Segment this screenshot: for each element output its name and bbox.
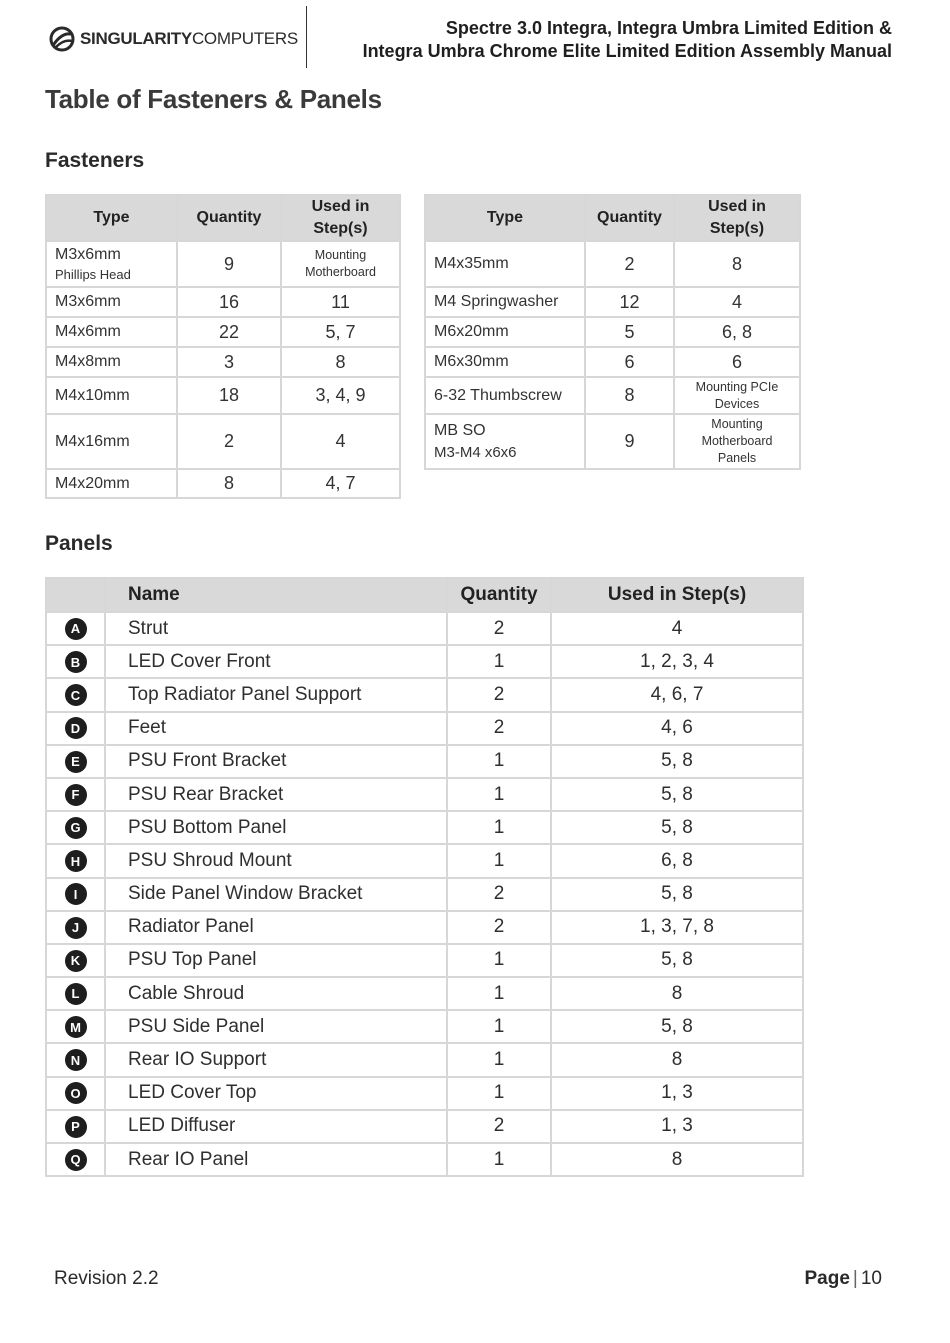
fastener-steps: 11 <box>281 287 400 317</box>
table-row <box>46 1143 803 1176</box>
panel-steps: 4 <box>551 612 803 645</box>
table-row <box>46 377 400 414</box>
page-number-value: 10 <box>860 1268 882 1289</box>
fastener-quantity: 6 <box>585 347 674 377</box>
panel-name: Rear IO Panel <box>105 1143 447 1176</box>
panel-letter-cell <box>46 1010 105 1043</box>
panel-letter-cell <box>46 612 105 645</box>
fastener-type: M4x16mm <box>46 414 177 469</box>
table-row <box>425 347 800 377</box>
fastener-steps: 6, 8 <box>674 317 800 347</box>
fastener-steps-line2: Motherboard <box>305 265 376 279</box>
table-row <box>425 287 800 317</box>
table-row <box>46 712 803 745</box>
panel-letter-cell <box>46 1077 105 1110</box>
fastener-type-main: M3x6mm <box>55 246 121 263</box>
panel-letter-badge-icon: G <box>65 817 87 839</box>
header-divider <box>306 6 307 68</box>
fastener-type: M6x20mm <box>425 317 585 347</box>
panel-name: PSU Top Panel <box>105 944 447 977</box>
panel-steps: 5, 8 <box>551 745 803 778</box>
panel-name: Top Radiator Panel Support <box>105 678 447 711</box>
panel-letter-cell <box>46 1110 105 1143</box>
panel-letter-cell <box>46 811 105 844</box>
panel-name: Rear IO Support <box>105 1043 447 1076</box>
page-title: Table of Fasteners & Panels <box>45 84 382 114</box>
panel-letter-cell <box>46 778 105 811</box>
fastener-quantity: 2 <box>177 414 281 469</box>
fastener-steps: 6 <box>674 347 800 377</box>
fastener-steps: 5, 7 <box>281 317 400 347</box>
table-row <box>46 287 400 317</box>
table-row <box>46 1077 803 1110</box>
table-row <box>46 1110 803 1143</box>
fastener-type <box>425 414 585 469</box>
panel-name: PSU Bottom Panel <box>105 811 447 844</box>
panel-steps: 1, 3, 7, 8 <box>551 911 803 944</box>
logo-wordmark-bold: SINGULARITY <box>80 29 192 48</box>
column-header-steps-line1: Used in <box>708 198 766 215</box>
fastener-quantity: 8 <box>177 469 281 498</box>
fastener-steps: 4 <box>674 287 800 317</box>
panel-name: PSU Side Panel <box>105 1010 447 1043</box>
panel-steps: 8 <box>551 977 803 1010</box>
panel-steps: 8 <box>551 1143 803 1176</box>
panel-letter-cell <box>46 1143 105 1176</box>
fastener-steps-line1: Mounting PCIe <box>695 379 779 394</box>
document-title-line2: Integra Umbra Chrome Elite Limited Edition Assembly Manual <box>362 41 892 61</box>
table-row <box>46 241 400 287</box>
panel-letter-badge-icon: C <box>65 684 87 706</box>
table-row <box>46 1010 803 1043</box>
panel-quantity: 1 <box>447 778 551 811</box>
fastener-steps: 8 <box>281 347 400 377</box>
table-row <box>46 778 803 811</box>
panel-quantity: 1 <box>447 977 551 1010</box>
table-row <box>46 645 803 678</box>
fastener-steps-line1: Mounting <box>711 417 763 431</box>
logo-wordmark <box>80 29 298 49</box>
panel-letter-cell <box>46 911 105 944</box>
logo-wordmark-light: COMPUTERS <box>191 29 298 48</box>
column-header-steps-line1: Used in <box>311 198 370 215</box>
panel-letter-badge-icon: B <box>65 651 87 673</box>
panel-steps: 5, 8 <box>551 811 803 844</box>
panels-table-body <box>46 612 803 1176</box>
fastener-type: M4x6mm <box>46 317 177 347</box>
panel-quantity: 1 <box>447 1143 551 1176</box>
fastener-quantity: 5 <box>585 317 674 347</box>
panel-letter-badge-icon: E <box>65 751 87 773</box>
fastener-quantity: 8 <box>585 377 674 414</box>
panel-quantity: 2 <box>447 678 551 711</box>
panel-name: PSU Rear Bracket <box>105 778 447 811</box>
fastener-steps-line1: Mounting <box>314 248 367 262</box>
panel-letter-badge-icon: F <box>65 784 87 806</box>
page-number <box>805 1268 883 1290</box>
fastener-quantity: 22 <box>177 317 281 347</box>
fastener-type-line1: MB SO <box>434 421 486 439</box>
fastener-type: M4x8mm <box>46 347 177 377</box>
panel-quantity: 1 <box>447 1010 551 1043</box>
page-label: Page <box>804 1268 850 1289</box>
table-row <box>46 977 803 1010</box>
fastener-type: M4x10mm <box>46 377 177 414</box>
panel-letter-badge-icon: L <box>65 983 87 1005</box>
panel-letter-badge-icon: N <box>65 1049 87 1071</box>
column-header-steps: Used in Step(s) <box>551 578 803 612</box>
table-row <box>46 944 803 977</box>
panel-letter-badge-icon: A <box>65 618 87 640</box>
fasteners-table-right <box>424 194 801 470</box>
column-header-quantity: Quantity <box>585 195 674 241</box>
panel-letter-badge-icon: J <box>65 917 87 939</box>
panel-name: Strut <box>105 612 447 645</box>
table-row <box>425 317 800 347</box>
column-header-steps-line2: Step(s) <box>313 220 368 237</box>
panel-name: LED Diffuser <box>105 1110 447 1143</box>
panel-steps: 8 <box>551 1043 803 1076</box>
document-title-line1: Spectre 3.0 Integra, Integra Umbra Limited Edition & <box>445 18 892 38</box>
panel-quantity: 2 <box>447 1110 551 1143</box>
table-row <box>425 414 800 469</box>
panel-quantity: 1 <box>447 811 551 844</box>
fastener-steps-line2: Motherboard <box>701 434 773 448</box>
fastener-quantity: 12 <box>585 287 674 317</box>
column-header-type: Type <box>46 195 177 241</box>
panel-letter-badge-icon: Q <box>65 1149 87 1171</box>
column-header-steps <box>674 195 800 241</box>
fastener-steps: 8 <box>674 241 800 287</box>
fastener-quantity: 2 <box>585 241 674 287</box>
fastener-type: M4x20mm <box>46 469 177 498</box>
panel-letter-badge-icon: D <box>65 717 87 739</box>
panel-steps: 5, 8 <box>551 878 803 911</box>
fastener-quantity: 3 <box>177 347 281 377</box>
panel-letter-badge-icon: O <box>65 1082 87 1104</box>
panel-steps: 1, 3 <box>551 1077 803 1110</box>
column-header-quantity: Quantity <box>447 578 551 612</box>
panel-steps: 6, 8 <box>551 844 803 877</box>
panel-letter-cell <box>46 977 105 1010</box>
panel-letter-cell <box>46 645 105 678</box>
panel-name: Feet <box>105 712 447 745</box>
panel-name: Cable Shroud <box>105 977 447 1010</box>
fastener-steps <box>674 414 800 469</box>
singularity-logo-icon <box>48 25 76 53</box>
table-row <box>46 414 400 469</box>
column-header-name: Name <box>105 578 447 612</box>
panel-steps: 5, 8 <box>551 1010 803 1043</box>
table-row <box>425 241 800 287</box>
fastener-steps <box>281 241 400 287</box>
panel-steps: 4, 6, 7 <box>551 678 803 711</box>
panel-quantity: 1 <box>447 844 551 877</box>
panel-quantity: 1 <box>447 645 551 678</box>
fastener-quantity: 16 <box>177 287 281 317</box>
panel-name: Side Panel Window Bracket <box>105 878 447 911</box>
panel-letter-cell <box>46 1043 105 1076</box>
panel-name: LED Cover Front <box>105 645 447 678</box>
panel-letter-cell <box>46 944 105 977</box>
page-separator: | <box>852 1268 858 1289</box>
company-logo <box>48 22 298 56</box>
panel-letter-badge-icon: I <box>65 883 87 905</box>
fastener-steps: 4 <box>281 414 400 469</box>
column-header-letter <box>46 578 105 612</box>
panel-letter-badge-icon: P <box>65 1116 87 1138</box>
panel-quantity: 2 <box>447 878 551 911</box>
panel-letter-cell <box>46 678 105 711</box>
table-row <box>425 377 800 414</box>
table-row <box>46 317 400 347</box>
column-header-type: Type <box>425 195 585 241</box>
panel-quantity: 1 <box>447 1043 551 1076</box>
fastener-steps: 4, 7 <box>281 469 400 498</box>
table-row <box>46 878 803 911</box>
fastener-type-line2: M3-M4 x6x6 <box>434 443 517 461</box>
fastener-steps <box>674 377 800 414</box>
table-row <box>46 678 803 711</box>
panel-name: Radiator Panel <box>105 911 447 944</box>
panel-letter-badge-icon: M <box>65 1016 87 1038</box>
panel-quantity: 2 <box>447 612 551 645</box>
panel-quantity: 1 <box>447 745 551 778</box>
fastener-type: M4 Springwasher <box>425 287 585 317</box>
column-header-steps-line2: Step(s) <box>709 220 765 237</box>
panel-quantity: 2 <box>447 911 551 944</box>
panel-steps: 5, 8 <box>551 944 803 977</box>
panel-steps: 1, 3 <box>551 1110 803 1143</box>
column-header-steps <box>281 195 400 241</box>
panel-letter-cell <box>46 745 105 778</box>
table-row <box>46 844 803 877</box>
fastener-type: M6x30mm <box>425 347 585 377</box>
panel-steps: 1, 2, 3, 4 <box>551 645 803 678</box>
panel-quantity: 2 <box>447 712 551 745</box>
fastener-steps-line3: Panels <box>717 451 757 465</box>
table-row <box>46 469 400 498</box>
fastener-steps-line2: Devices <box>714 396 760 411</box>
table-row <box>46 811 803 844</box>
panel-quantity: 1 <box>447 1077 551 1110</box>
panel-quantity: 1 <box>447 944 551 977</box>
table-row <box>46 745 803 778</box>
panel-name: PSU Shroud Mount <box>105 844 447 877</box>
fastener-type-sub: Phillips Head <box>55 267 131 282</box>
fastener-quantity: 9 <box>585 414 674 469</box>
fastener-steps: 3, 4, 9 <box>281 377 400 414</box>
panel-letter-badge-icon: K <box>65 950 87 972</box>
fastener-type: 6-32 Thumbscrew <box>425 377 585 414</box>
panel-name: LED Cover Top <box>105 1077 447 1110</box>
fastener-quantity: 18 <box>177 377 281 414</box>
table-row <box>46 911 803 944</box>
panel-letter-badge-icon: H <box>65 850 87 872</box>
fasteners-heading: Fasteners <box>45 149 145 172</box>
fastener-type <box>46 241 177 287</box>
panel-letter-cell <box>46 712 105 745</box>
table-row <box>46 612 803 645</box>
panels-heading: Panels <box>45 532 113 555</box>
revision-label: Revision 2.2 <box>54 1268 159 1289</box>
fastener-type: M3x6mm <box>46 287 177 317</box>
fasteners-table-left <box>45 194 401 499</box>
panel-name: PSU Front Bracket <box>105 745 447 778</box>
panels-table <box>45 577 804 1177</box>
panel-steps: 4, 6 <box>551 712 803 745</box>
column-header-quantity: Quantity <box>177 195 281 241</box>
table-row <box>46 1043 803 1076</box>
table-row <box>46 347 400 377</box>
panel-letter-cell <box>46 844 105 877</box>
panel-letter-cell <box>46 878 105 911</box>
panel-steps: 5, 8 <box>551 778 803 811</box>
document-title <box>363 17 892 63</box>
fastener-type: M4x35mm <box>425 241 585 287</box>
fastener-quantity: 9 <box>177 241 281 287</box>
